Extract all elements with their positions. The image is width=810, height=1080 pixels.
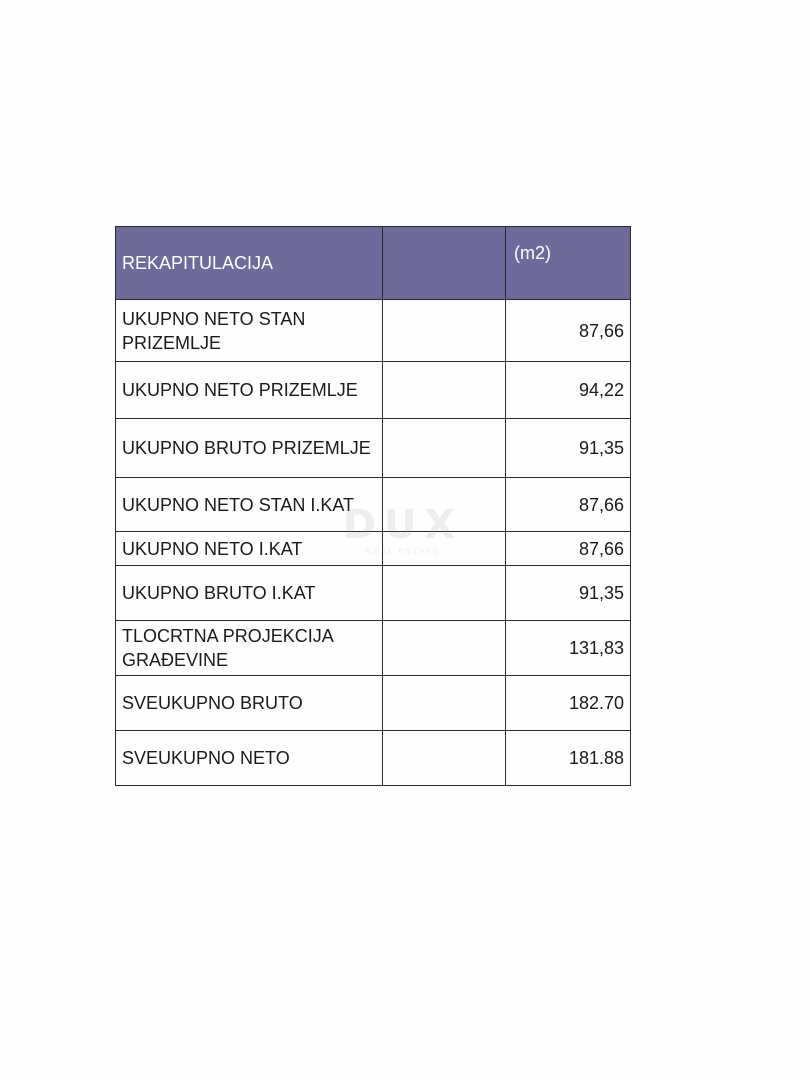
row-label: UKUPNO NETO STAN I.KAT xyxy=(116,478,383,532)
row-value: 91,35 xyxy=(506,419,631,478)
row-empty-cell xyxy=(383,300,506,362)
row-label: UKUPNO BRUTO PRIZEMLJE xyxy=(116,419,383,478)
row-label: TLOCRTNA PROJEKCIJA GRAĐEVINE xyxy=(116,621,383,676)
row-value: 87,66 xyxy=(506,478,631,532)
row-empty-cell xyxy=(383,478,506,532)
row-empty-cell xyxy=(383,532,506,566)
table-row xyxy=(116,362,631,419)
table-header-row xyxy=(116,227,631,300)
row-empty-cell xyxy=(383,362,506,419)
row-value: 181.88 xyxy=(506,731,631,786)
row-value: 94,22 xyxy=(506,362,631,419)
row-empty-cell xyxy=(383,566,506,621)
watermark-tagline: REAL ESTATE xyxy=(365,547,441,556)
row-empty-cell xyxy=(383,676,506,731)
row-label: UKUPNO NETO I.KAT xyxy=(116,532,383,566)
row-label: SVEUKUPNO BRUTO xyxy=(116,676,383,731)
watermark-brand: DUX xyxy=(342,502,464,548)
table-row xyxy=(116,532,631,566)
header-middle xyxy=(383,227,506,300)
table-row xyxy=(116,566,631,621)
row-value: 131,83 xyxy=(506,621,631,676)
row-label: UKUPNO NETO PRIZEMLJE xyxy=(116,362,383,419)
row-label: UKUPNO BRUTO I.KAT xyxy=(116,566,383,621)
header-unit: (m2) xyxy=(506,227,631,300)
recapitulation-table xyxy=(115,226,631,786)
header-title: REKAPITULACIJA xyxy=(116,227,383,300)
row-value: 87,66 xyxy=(506,532,631,566)
row-empty-cell xyxy=(383,731,506,786)
row-value: 87,66 xyxy=(506,300,631,362)
row-label: UKUPNO NETO STAN PRIZEMLJE xyxy=(116,300,383,362)
row-value: 91,35 xyxy=(506,566,631,621)
table-row xyxy=(116,731,631,786)
table-row xyxy=(116,300,631,362)
row-label: SVEUKUPNO NETO xyxy=(116,731,383,786)
table-row xyxy=(116,676,631,731)
table-row xyxy=(116,478,631,532)
row-empty-cell xyxy=(383,621,506,676)
table-row xyxy=(116,621,631,676)
table-row xyxy=(116,419,631,478)
row-value: 182.70 xyxy=(506,676,631,731)
row-empty-cell xyxy=(383,419,506,478)
